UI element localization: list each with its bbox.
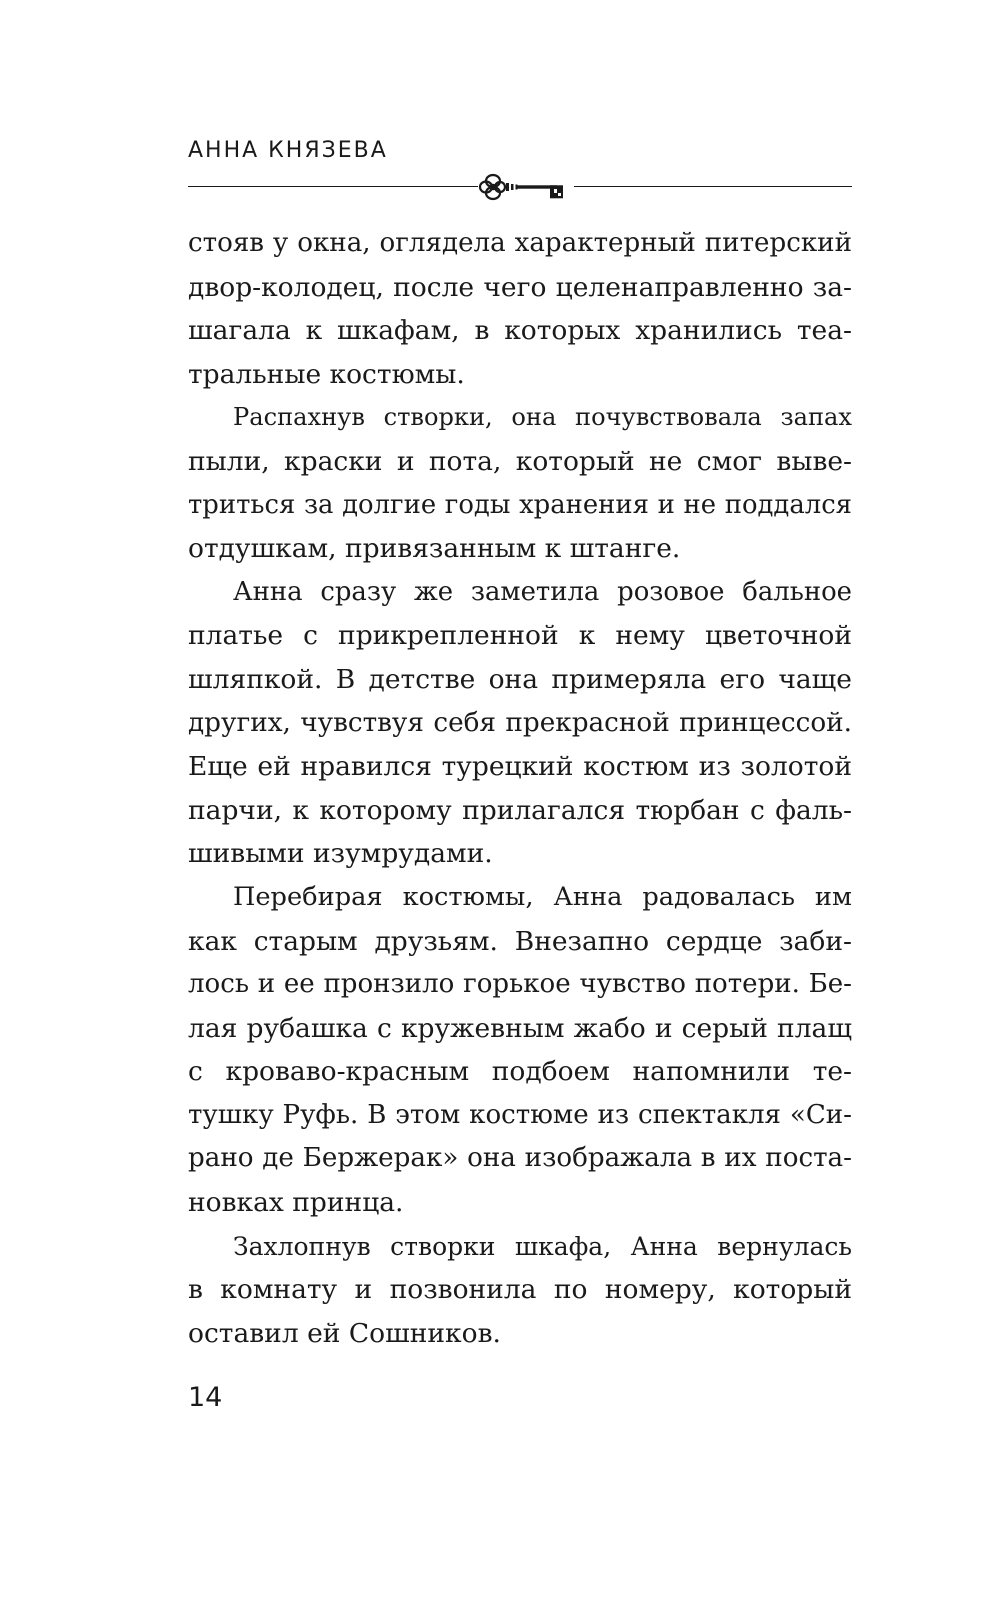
text-line: оставил ей Сошников. [188, 1317, 501, 1349]
text-line: новках принца. [188, 1187, 404, 1219]
text-line: лая рубашка с кружевным жабо и серый плащ [188, 1012, 852, 1044]
text-line: парчи, к которому прилагался тюрбан с фаль- [188, 794, 852, 826]
text-line: шагала к шкафам, в которых хранились теа- [188, 315, 852, 347]
text-line: тушку Руфь. В этом костюме из спектакля «Си- [188, 1099, 852, 1130]
paragraph-4 [188, 876, 852, 1225]
author-name: АННА КНЯЗЕВА [188, 138, 388, 163]
text-line: Перебирая костюмы, Анна радовалась им [233, 881, 852, 912]
text-line: шляпкой. В детстве она примеряла его чаще [188, 663, 852, 695]
text-line: Еще ей нравился турецкий костюм из золотой [188, 751, 852, 783]
text-line: шивыми изумрудами. [188, 838, 493, 870]
paragraph-3 [188, 571, 852, 876]
text-line: других, чувствуя себя прекрасной принцессой. [188, 707, 852, 738]
text-line: как старым друзьям. Внезапно сердце заби- [188, 925, 852, 957]
text-line: в комнату и позвонила по номеру, который [188, 1274, 852, 1306]
text-line: стояв у окна, оглядела характерный питерский [188, 228, 852, 258]
text-line: Захлопнув створки шкафа, Анна вернулась [233, 1231, 852, 1261]
body-text [188, 222, 852, 1355]
text-line: Распахнув створки, она почувствовала запах [233, 403, 852, 432]
paragraph-1 [188, 222, 852, 396]
page-number: 14 [188, 1382, 223, 1413]
text-line: платье с прикрепленной к нему цветочной [188, 620, 852, 652]
text-line: триться за долгие годы хранения и не поддался [188, 489, 852, 520]
text-line: отдушкам, привязанным к штанге. [188, 533, 681, 565]
text-line: Анна сразу же заметила розовое бальное [233, 576, 852, 607]
text-line: двор-колодец, после чего целенаправленно за- [188, 271, 852, 303]
paragraph-2 [188, 396, 852, 570]
paragraph-5 [188, 1225, 852, 1356]
text-line: тральные костюмы. [188, 358, 465, 390]
key-icon [478, 170, 574, 204]
text-line: с кроваво-красным подбоем напомнили те- [188, 1056, 852, 1088]
text-line: лось и ее пронзило горькое чувство потери. Бе- [188, 969, 852, 1000]
text-line: пыли, краски и пота, который не смог выве- [188, 445, 852, 477]
text-line: рано де Бержерак» она изображала в их поста- [188, 1143, 852, 1174]
